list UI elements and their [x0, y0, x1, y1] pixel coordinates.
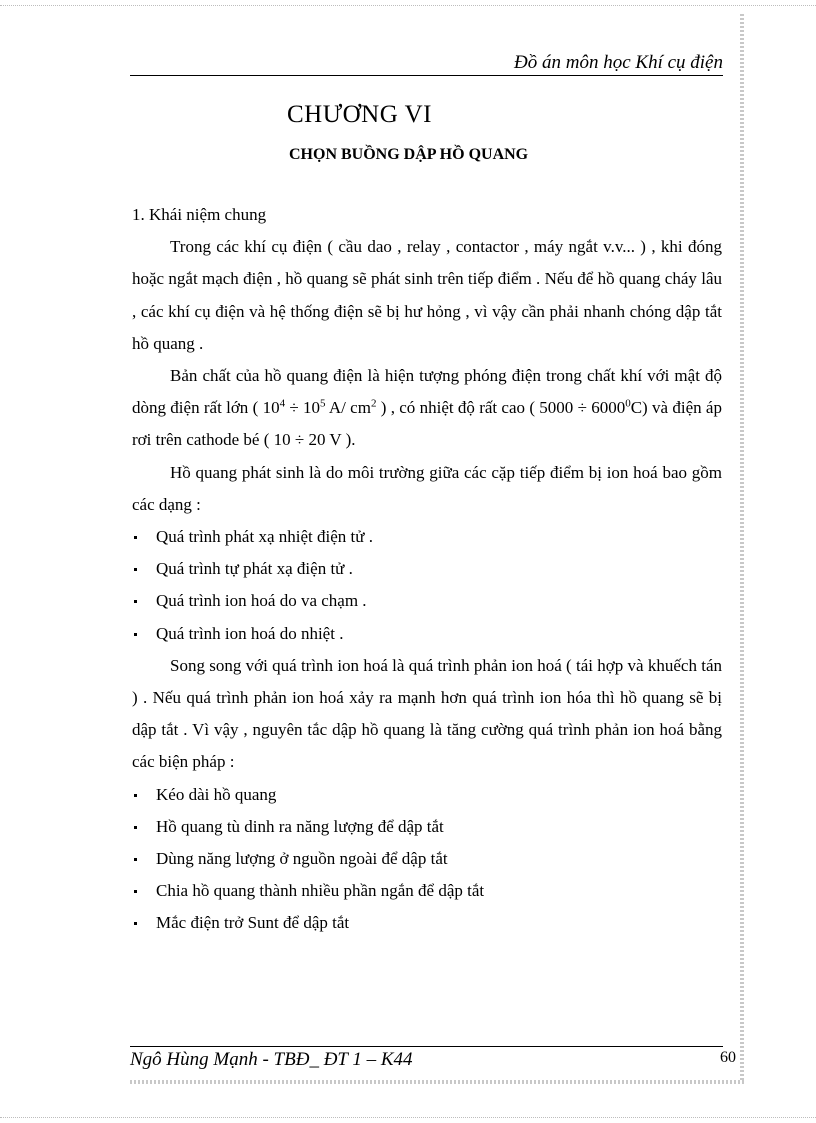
running-header: Đồ án môn học Khí cụ điện	[514, 52, 723, 73]
superscript: 4	[279, 397, 286, 410]
list-item: Dùng năng lượng ở nguồn ngoài để dập tắt	[132, 843, 722, 875]
list-item: Quá trình ion hoá do va chạm .	[132, 585, 722, 617]
list-item: Quá trình ion hoá do nhiệt .	[132, 618, 722, 650]
body-content	[132, 199, 722, 940]
list-item: Chia hồ quang thành nhiều phần ngắn để dập tắt	[132, 875, 722, 907]
superscript: 5	[320, 397, 326, 410]
list-item: Kéo dài hồ quang	[132, 779, 722, 811]
scan-dotted-top-line	[0, 5, 816, 6]
page-number: 60	[720, 1049, 736, 1066]
superscript: 2	[370, 397, 377, 410]
list-item: Hồ quang tù dinh ra năng lượng để dập tắt	[132, 811, 722, 843]
ionization-forms-list	[132, 521, 722, 650]
paragraph-deionization: Song song với quá trình ion hoá là quá trình phản ion hoá ( tái hợp và khuếch tán ) . Nếu quá trình phản ion hoá xảy ra mạnh hơn quá trình ion hóa thì hồ quang sẽ bị dập tắt . Vì vậy , nguyên tắc dập hồ quang là tăng cường quá trình phản ion hoá bằng các biện pháp :	[132, 655, 722, 772]
list-item: Quá trình phát xạ nhiệt điện tử .	[132, 521, 722, 553]
footer-author: Ngô Hùng Mạnh - TBĐ_ ĐT 1 – K44	[130, 1049, 413, 1070]
header-rule	[130, 75, 723, 76]
arc-quenching-methods-list	[132, 779, 722, 940]
section-heading: 1. Khái niệm chung	[132, 205, 267, 224]
list-item: Quá trình tự phát xạ điện tử .	[132, 553, 722, 585]
chapter-subtitle: CHỌN BUỒNG DẬP HỒ QUANG	[289, 146, 529, 163]
scan-dotted-bottom-line	[0, 1117, 816, 1118]
list-item: Mắc điện trở Sunt để dập tắt	[132, 907, 722, 939]
chapter-title: CHƯƠNG VI	[287, 101, 432, 128]
footer-rule	[130, 1046, 723, 1047]
paragraph-intro: Trong các khí cụ điện ( cầu dao , relay , contactor , máy ngắt v.v... ) , khi đóng hoặc ngắt mạch điện , hồ quang sẽ phát sinh trên tiếp điểm . Nếu để hồ quang cháy lâu , các khí cụ điện và hệ thống điện sẽ bị hư hỏng , vì vậy cần phải nhanh chóng dập tắt hồ quang .	[132, 237, 722, 353]
paragraph-arc-nature: Bản chất của hồ quang điện là hiện tượng phóng điện trong chất khí với mật độ dòng điện rất lớn ( $10^4 \div 10^5$ A/ $cm^2$ ) , có nhiệt độ rất cao ( $5000 \div 6000^0C$) và điện áp rơi trên cathode bé ( 10 ÷ 20 V ).	[132, 366, 722, 450]
superscript: 0	[625, 397, 631, 410]
page-frame-bottom-border	[130, 1080, 744, 1084]
paragraph-ionization: Hồ quang phát sinh là do môi trường giữa các cặp tiếp điểm bị ion hoá bao gồm các dạng :	[132, 462, 722, 514]
page-frame-right-border	[740, 14, 744, 1084]
